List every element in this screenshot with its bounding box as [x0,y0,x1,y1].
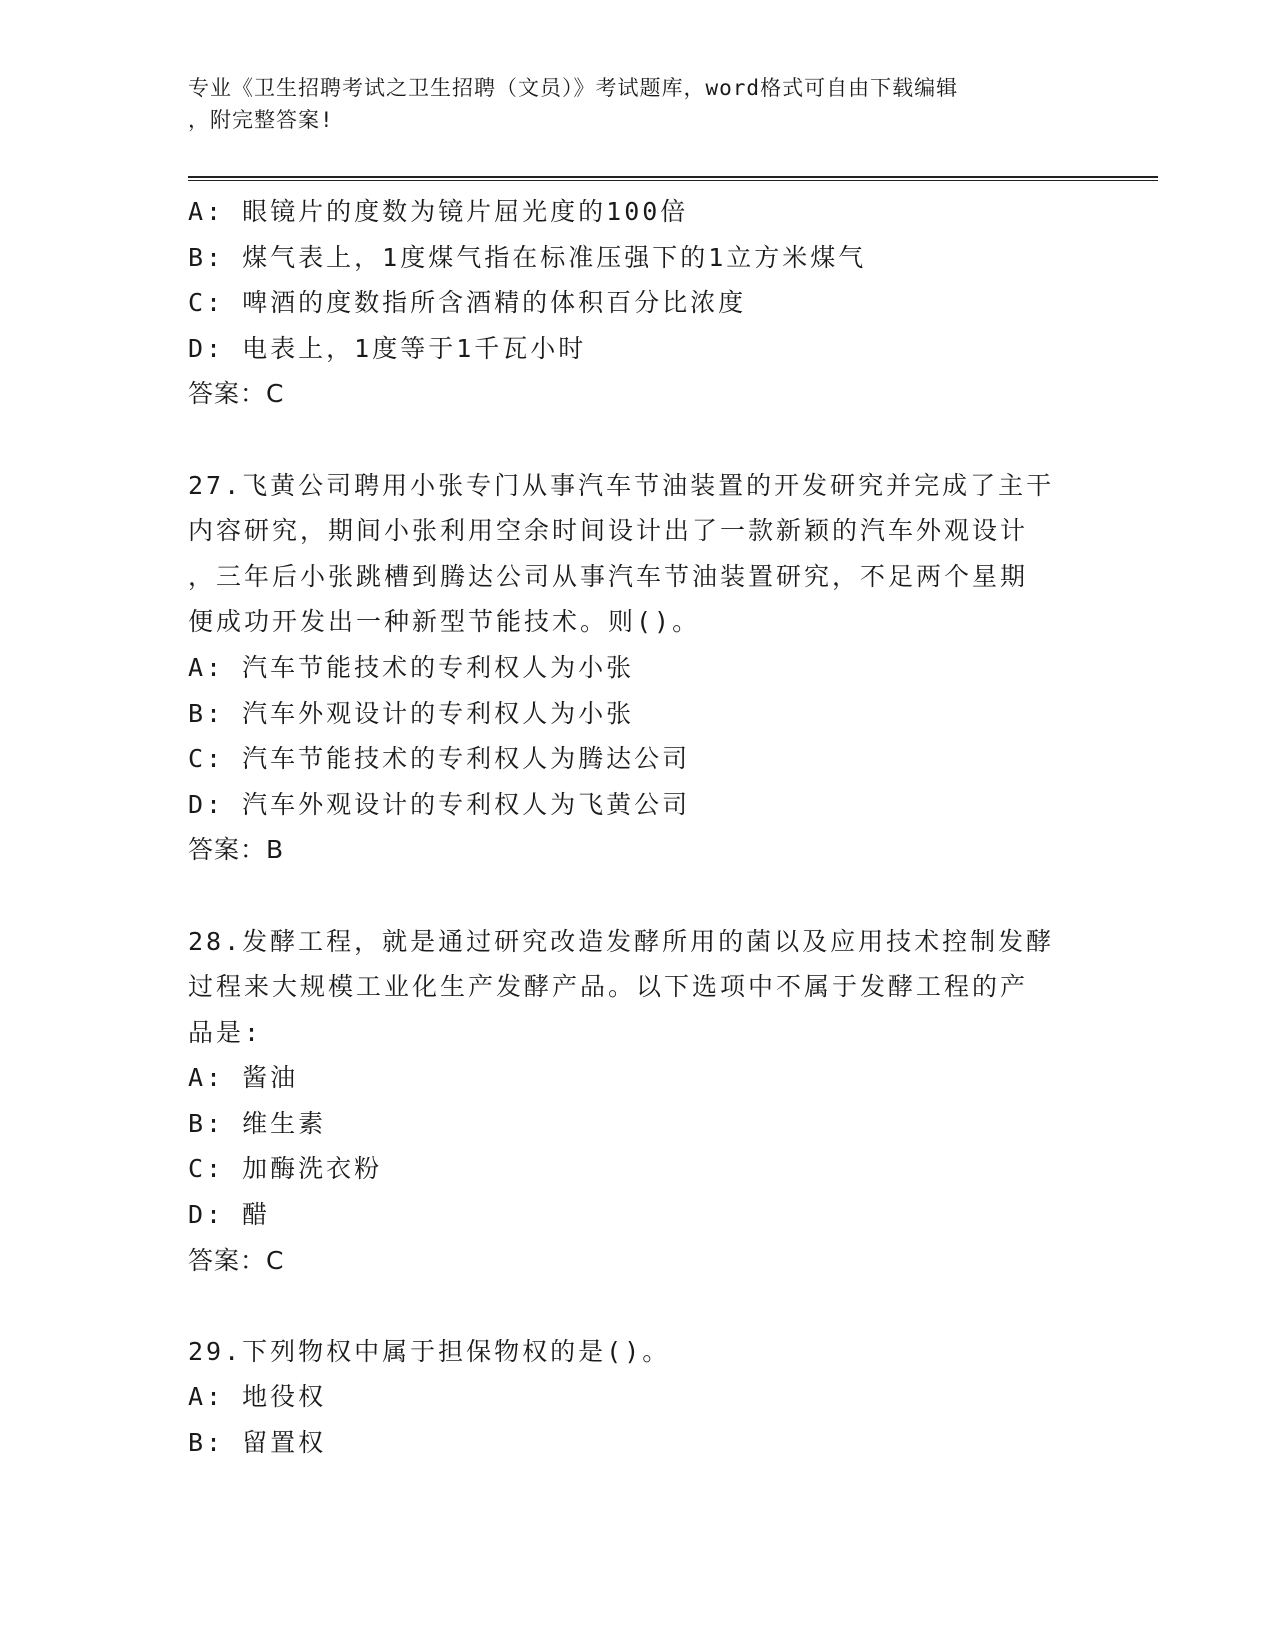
option-b: B: 留置权 [188,1428,327,1458]
question-28 [188,919,1088,1284]
option-a: A: 酱油 [188,1063,299,1093]
question-26 [188,189,1088,417]
question-stem [188,1329,1088,1375]
option-a: A: 汽车节能技术的专利权人为小张 [188,652,635,682]
answer-line: 答案：C [188,379,285,409]
spacer [188,417,1088,463]
stem-line: 29.下列物权中属于担保物权的是()。 [188,1336,671,1366]
stem-line: 品是: [188,1017,263,1047]
option-a: A: 眼镜片的度数为镜片屈光度的100倍 [188,197,689,226]
answer-line: 答案：C [188,1245,285,1275]
stem-line: 过程来大规模工业化生产发酵产品。以下选项中不属于发酵工程的产 [188,972,1029,1002]
header-line-1: 专业《卫生招聘考试之卫生招聘（文员）》考试题库，word格式可自由下载编辑 [188,76,959,100]
document-header [188,72,1068,136]
stem-line: 27.飞黄公司聘用小张专门从事汽车节油装置的开发研究并完成了主干 [188,470,1055,500]
option-c: C: 啤酒的度数指所含酒精的体积百分比浓度 [188,288,747,318]
question-27 [188,463,1088,873]
stem-line: 28.发酵工程，就是通过研究改造发酵所用的菌以及应用技术控制发酵 [188,926,1055,956]
option-c: C: 加酶洗衣粉 [188,1154,383,1184]
spacer [188,1283,1088,1329]
option-b: B: 维生素 [188,1108,327,1138]
stem-line: 便成功开发出一种新型节能技术。则()。 [188,607,701,637]
question-list [188,189,1088,1466]
option-d: D: 汽车外观设计的专利权人为飞黄公司 [188,789,691,819]
option-c: C: 汽车节能技术的专利权人为腾达公司 [188,744,691,774]
stem-line: ，三年后小张跳槽到腾达公司从事汽车节油装置研究，不足两个星期 [188,561,1029,591]
header-divider [188,176,1158,181]
option-a: A: 地役权 [188,1382,327,1412]
stem-line: 内容研究，期间小张利用空余时间设计出了一款新颖的汽车外观设计 [188,516,1029,546]
question-29 [188,1329,1088,1466]
option-b: B: 汽车外观设计的专利权人为小张 [188,698,635,728]
option-d: D: 电表上，1度等于1千瓦小时 [188,333,587,363]
answer-line: 答案：B [188,835,285,865]
question-stem [188,463,1088,645]
option-d: D: 醋 [188,1200,271,1230]
option-b: B: 煤气表上，1度煤气指在标准压强下的1立方米煤气 [188,242,867,272]
spacer [188,873,1088,919]
header-line-2: ，附完整答案! [188,108,334,132]
question-stem [188,919,1088,1056]
